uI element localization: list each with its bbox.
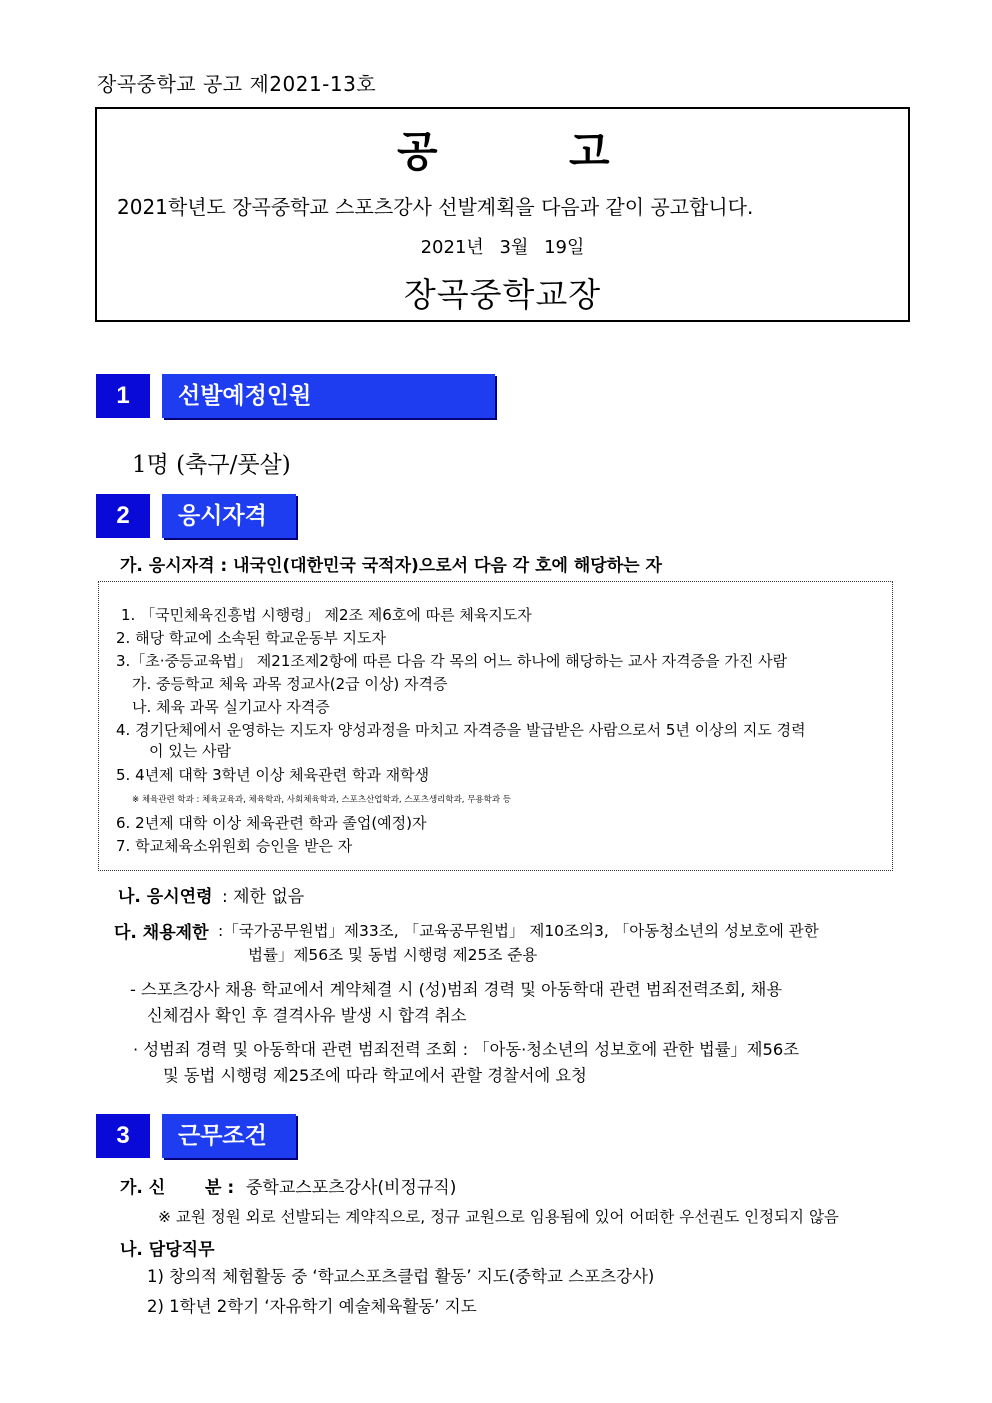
criminal-check-line-2: 및 동법 시행령 제25조에 따라 학교에서 관할 경찰서에 요청 [163,1066,587,1085]
qual-item-3a: 가. 중등학교 체육 과목 정교사(2급 이상) 자격증 [132,675,448,693]
age-label: 나. 응시연령 [118,887,213,907]
section-1-title: 선발예정인원 [162,374,495,418]
qual-note: ※ 체육관련 학과 : 체육교육과, 체육학과, 사회체육학과, 스포츠산업학과, 스포츠생리학과, 무용학과 등 [132,795,511,805]
notice-number: 장곡중학교 공고 제2021-13호 [97,72,377,96]
status-label-2: 분 : [205,1178,235,1198]
section-3-number: 3 [96,1114,150,1158]
notice-issuer: 장곡중학교장 [403,275,602,314]
notice-date: 2021년 3월 19일 [420,237,585,258]
restriction-line-2: 법률」제56조 및 동법 시행령 제25조 준용 [248,946,538,964]
qual-item-5: 5. 4년제 대학 3학년 이상 체육관련 학과 재학생 [116,766,430,784]
contract-check-line-2: 신체검사 확인 후 결격사유 발생 시 합격 취소 [147,1006,467,1025]
qual-item-3b: 나. 체육 과목 실기교사 자격증 [132,698,330,716]
qual-item-6: 6. 2년제 대학 이상 체육관련 학과 졸업(예정)자 [116,814,427,832]
restriction-label: 다. 채용제한 [114,923,209,943]
section-2-number: 2 [96,494,150,538]
notice-box [95,107,910,322]
qual-item-7: 7. 학교체육소위원회 승인을 받은 자 [116,837,353,855]
qual-item-2: 2. 해당 학교에 소속된 학교운동부 지도자 [116,629,386,647]
qualification-list [98,581,893,871]
criminal-check-line-1: · 성범죄 경력 및 아동학대 관련 범죄전력 조회 : 「아동·청소년의 성보호에 관한 법률」제56조 [133,1040,799,1059]
contract-check-line-1: - 스포츠강사 채용 학교에서 계약체결 시 (성)범죄 경력 및 아동학대 관련 범죄전력조회, 채용 [130,980,783,999]
qual-item-1: 1. 「국민체육진흥법 시행령」 제2조 제6호에 따른 체육지도자 [121,606,532,624]
duty-item-1: 1) 창의적 체험활동 중 ‘학교스포츠클럽 활동’ 지도(중학교 스포츠강사) [147,1267,655,1286]
notice-title-left: 공 [397,127,438,176]
qual-item-3: 3.「초·중등교육법」 제21조제2항에 따른 다음 각 목의 어느 하나에 해당하는 교사 자격증을 가진 사람 [116,652,788,670]
status-note: ※ 교원 정원 외로 선발되는 계약직으로, 정규 교원으로 임용됨에 있어 어떠한 우선권도 인정되지 않음 [158,1208,839,1226]
section-1-number: 1 [96,374,150,418]
notice-title-right: 고 [569,127,610,176]
qualification-heading: 가. 응시자격 : 내국인(대한민국 국적자)으로서 다음 각 호에 해당하는 자 [120,556,662,576]
headcount: 1명 (축구/풋살) [132,452,291,478]
status-label: 가. 신 [120,1178,166,1198]
section-3-title: 근무조건 [162,1114,296,1158]
notice-body: 2021학년도 장곡중학교 스포츠강사 선발계획을 다음과 같이 공고합니다. [117,195,754,219]
qual-item-4-cont: 이 있는 사람 [149,742,231,760]
status-value: 중학교스포츠강사(비정규직) [246,1178,457,1198]
qual-item-4: 4. 경기단체에서 운영하는 지도자 양성과정을 마치고 자격증을 발급받은 사람으로서 5년 이상의 지도 경력 [116,721,806,739]
restriction-line-1: :「국가공무원법」제33조, 「교육공무원법」 제10조의3, 「아동청소년의 성보호에 관한 [218,922,819,940]
duties-label: 나. 담당직무 [120,1240,215,1260]
age-value: : 제한 없음 [222,887,305,907]
section-2-title: 응시자격 [162,494,296,538]
duty-item-2: 2) 1학년 2학기 ‘자유학기 예술체육활동’ 지도 [147,1297,477,1316]
